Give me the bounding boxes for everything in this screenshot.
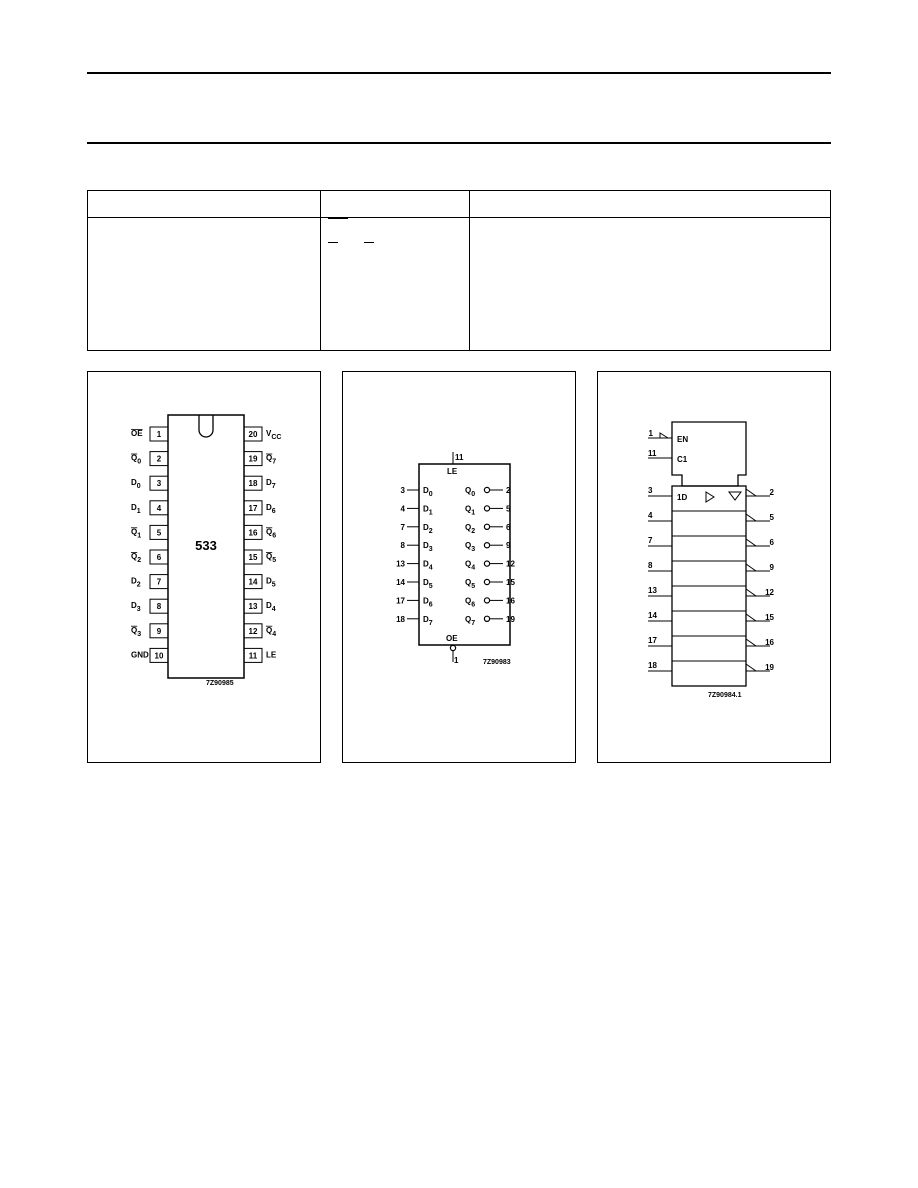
left-pin-number: 1 (156, 430, 162, 439)
input-pin-number: 13 (648, 586, 657, 595)
output-inversion-wedge (746, 664, 756, 671)
output-inversion-wedge (746, 614, 756, 621)
output-inversion-bubble (484, 616, 489, 621)
control-block-outline (672, 422, 746, 486)
right-pin-number: 11 (248, 651, 258, 661)
left-pin-label: D2 (131, 576, 141, 589)
input-label: D6 (423, 596, 433, 609)
left-pin-label: D0 (131, 478, 141, 491)
first-cell-label: 1D (677, 493, 688, 502)
input-pin-number: 8 (648, 561, 653, 570)
output-inversion-bubble (484, 598, 489, 603)
output-pin-number: 9 (506, 541, 511, 551)
right-pin-number: 19 (248, 454, 258, 464)
input-label: D5 (423, 578, 433, 590)
input-label: D4 (423, 559, 433, 572)
output-pin-number: 2 (506, 486, 511, 495)
overbar-mark (364, 242, 374, 243)
output-label: Q6 (465, 596, 476, 609)
output-label: Q3 (465, 541, 476, 554)
right-pin-number: 12 (248, 626, 258, 636)
logic-symbol-diagram (343, 372, 576, 763)
input-pin-number: 14 (396, 578, 405, 587)
left-pin-label: D1 (131, 502, 141, 515)
figure-code: 7Z90985 (206, 680, 234, 687)
left-pin-number: 6 (156, 553, 162, 562)
input-pin-number: 4 (648, 511, 653, 520)
output-label: Q4 (465, 559, 476, 572)
right-pin-label: Q4 (266, 625, 277, 638)
output-inversion-wedge (746, 539, 756, 546)
output-label: Q0 (465, 486, 476, 498)
output-inversion-wedge (746, 564, 756, 571)
right-pin-number: 13 (248, 602, 258, 612)
right-pin-label: D4 (266, 601, 276, 614)
output-pin-number: 15 (765, 613, 774, 622)
output-label: Q1 (465, 504, 476, 517)
iec-logic-symbol-panel (597, 371, 831, 763)
right-pin-number: 20 (248, 430, 258, 439)
output-inversion-bubble (484, 543, 489, 548)
output-inversion-bubble (484, 561, 489, 566)
output-inversion-wedge (746, 639, 756, 646)
left-pin-number: 4 (156, 503, 162, 513)
left-pin-number: 3 (156, 479, 162, 489)
output-label: Q2 (465, 522, 476, 535)
right-pin-number: 16 (248, 528, 258, 538)
input-pin-number: 8 (400, 541, 405, 551)
right-pin-label: Q6 (266, 527, 277, 540)
left-pin-label: D3 (131, 601, 141, 614)
table-column-divider-2 (469, 191, 470, 350)
left-pin-number: 2 (156, 454, 162, 464)
left-pin-number: 7 (156, 577, 162, 587)
input-pin-number: 4 (400, 504, 405, 514)
left-pin-label: Q3 (131, 625, 142, 638)
output-inversion-bubble (484, 579, 489, 584)
output-pin-number: 2 (769, 488, 774, 497)
input-label: D2 (423, 522, 433, 535)
oe-label: OE (446, 634, 458, 643)
pin-configuration-diagram (88, 372, 321, 763)
right-pin-label: LE (266, 650, 277, 660)
logic-symbol-panel (342, 371, 576, 763)
table-column-divider-1 (320, 191, 321, 350)
oe-pin-number: 1 (454, 656, 459, 665)
output-pin-number: 16 (506, 596, 515, 606)
right-pin-number: 15 (248, 553, 258, 562)
right-pin-label: D7 (266, 478, 276, 491)
overbar-mark (328, 218, 348, 219)
c1-label: C1 (677, 455, 688, 464)
top-rule (87, 72, 831, 74)
chip-number-label: 533 (195, 538, 217, 553)
input-label: D7 (423, 614, 433, 627)
right-pin-number: 18 (248, 479, 258, 489)
output-inversion-bubble (484, 524, 489, 529)
output-pin-number: 12 (506, 559, 515, 569)
output-inversion-wedge (746, 489, 756, 496)
en-label: EN (677, 435, 689, 444)
input-pin-number: 18 (396, 614, 405, 624)
second-rule (87, 142, 831, 144)
input-label: D3 (423, 541, 433, 554)
input-label: D1 (423, 504, 433, 517)
input-pin-number: 7 (400, 522, 405, 532)
c1-pin-number: 11 (648, 449, 657, 458)
input-pin-number: 18 (648, 661, 657, 670)
figure-code: 7Z90984.1 (708, 692, 742, 699)
output-inversion-bubble (484, 487, 489, 492)
right-pin-number: 14 (248, 577, 258, 587)
left-pin-label: Q2 (131, 552, 142, 564)
pin-description-table (87, 190, 831, 351)
right-pin-label: D5 (266, 576, 276, 589)
oe-inversion-bubble (450, 645, 455, 650)
overbar-mark (328, 242, 338, 243)
input-pin-number: 17 (648, 636, 657, 645)
right-pin-label: D6 (266, 502, 276, 515)
table-header-divider (88, 217, 830, 218)
iec-logic-symbol-diagram (598, 372, 831, 763)
three-state-triangle-icon (729, 492, 741, 500)
right-pin-label: Q5 (266, 552, 277, 564)
output-pin-number: 12 (765, 588, 774, 597)
right-pin-number: 17 (248, 503, 258, 513)
pin-configuration-panel (87, 371, 321, 763)
output-pin-number: 6 (769, 538, 774, 547)
output-pin-number: 15 (506, 578, 515, 587)
le-label: LE (447, 467, 458, 476)
le-pin-number: 11 (455, 453, 464, 462)
left-pin-number: 9 (156, 626, 162, 636)
left-pin-label: Q0 (131, 453, 142, 466)
en-inversion-wedge (660, 433, 668, 438)
buffer-triangle-icon (706, 492, 714, 502)
input-pin-number: 3 (400, 486, 405, 495)
output-inversion-wedge (746, 514, 756, 521)
output-pin-number: 6 (506, 522, 511, 532)
output-label: Q7 (465, 614, 476, 627)
input-pin-number: 7 (648, 536, 653, 545)
figure-code: 7Z90983 (483, 659, 511, 666)
left-pin-number: 5 (156, 528, 162, 538)
input-label: D0 (423, 486, 433, 498)
output-pin-number: 19 (765, 663, 774, 672)
input-pin-number: 13 (396, 559, 405, 569)
dip-notch (199, 415, 213, 437)
en-pin-number: 1 (648, 429, 653, 438)
left-pin-label: Q1 (131, 527, 142, 540)
input-pin-number: 3 (648, 486, 653, 495)
output-pin-number: 9 (769, 563, 774, 572)
input-pin-number: 17 (396, 596, 405, 606)
left-pin-number: 8 (156, 602, 162, 612)
output-inversion-bubble (484, 506, 489, 511)
output-inversion-wedge (746, 589, 756, 596)
output-pin-number: 5 (769, 513, 774, 522)
left-pin-label: GND (131, 650, 149, 660)
output-pin-number: 19 (506, 614, 515, 624)
left-pin-label: OE (131, 429, 143, 438)
left-pin-number: 10 (154, 651, 164, 661)
output-label: Q5 (465, 578, 476, 590)
right-pin-label: VCC (266, 429, 282, 441)
input-pin-number: 14 (648, 611, 657, 620)
output-pin-number: 16 (765, 638, 774, 647)
right-pin-label: Q7 (266, 453, 277, 466)
output-pin-number: 5 (506, 504, 511, 514)
